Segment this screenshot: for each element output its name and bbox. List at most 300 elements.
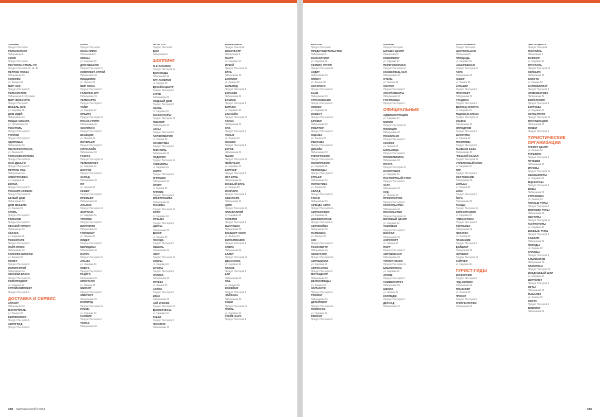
- entry-name: ВИЗОВЫЙ ЦЕНТР: [383, 218, 408, 222]
- entry-name: ТАКСИ: [311, 196, 320, 200]
- directory-entry: [528, 114, 594, 119]
- directory-entry: [8, 198, 74, 203]
- entry-name: ЛИДЕР: [80, 238, 90, 242]
- directory-entry: [311, 72, 377, 77]
- entry-address: ул. Ленина 33: [383, 292, 399, 295]
- entry-name: АПТЕКА: [152, 281, 164, 285]
- entry-name: ФИТНЕС: [224, 105, 237, 109]
- entry-address: Продукт Нестеров 6: [8, 221, 30, 224]
- entry-name: СТРАХОВКА: [527, 194, 544, 198]
- entry-name: ВИНА: [152, 295, 161, 299]
- entry-address: Набережная 34: [527, 192, 545, 195]
- directory-entry: [311, 93, 377, 98]
- directory-entry: [153, 261, 219, 266]
- directory-entry: [225, 316, 291, 321]
- entry-name: БОРЬБА: [455, 182, 467, 186]
- entry-name: ХОСТЕЛ: [383, 84, 395, 88]
- directory-entry: [456, 275, 522, 280]
- entry-name: ПОСУДА: [152, 239, 164, 243]
- entry-name: СУВЕНИРЫ: [152, 162, 168, 166]
- entry-address: ул. Садовая 44: [152, 215, 169, 218]
- entry-address: ул. Садовая 44: [224, 61, 241, 64]
- entry-name: ЗАГС: [383, 183, 391, 187]
- entry-address: ул. Ленина 33: [224, 82, 240, 85]
- entry-name: ГРЕБНОЙ КАНАЛ: [455, 154, 479, 158]
- entry-name: ХРУСТАЛЬ: [527, 63, 543, 67]
- directory-entry: [80, 170, 146, 175]
- entry-name: КОВРЫ: [152, 260, 163, 264]
- entry-name: ЛЕНТА ЦЕНТР: [527, 44, 547, 46]
- entry-name: ТРИУМФ: [80, 217, 92, 221]
- directory-entry: [225, 163, 291, 168]
- entry-address: ул. Ленина 33: [455, 235, 471, 238]
- entry-address: Набережная 34: [455, 75, 473, 78]
- entry-address: Продукт Нестеров 6: [311, 89, 333, 91]
- entry-name: ТРАМПЛИН: [455, 140, 471, 144]
- directory-entry: [153, 51, 219, 56]
- entry-name: МИР ОКОН: [80, 84, 95, 88]
- directory-entry: [456, 93, 522, 98]
- entry-name: ТЕХОСМОТР: [311, 245, 328, 249]
- entry-name: БИЗНЕС ЦЕНТР: [383, 49, 405, 53]
- entry-name: АПАРТАМЕНТЫ: [383, 91, 405, 95]
- directory-entry: [456, 303, 522, 308]
- entry-name: АРХИВ: [383, 274, 393, 278]
- entry-address: ул. Садовая 44: [152, 313, 169, 316]
- entry-address: Продукт Нестеров 6: [527, 102, 550, 105]
- directory-entry: [225, 51, 291, 56]
- directory-entry: [456, 219, 522, 224]
- entry-name: ОРБИТА: [80, 112, 92, 116]
- entry-address: Продукт Нестеров 11: [224, 305, 248, 308]
- entry-address: Продукт Нестеров 11: [224, 68, 248, 71]
- directory-entry: [456, 100, 522, 105]
- entry-name: ОХОТА: [527, 299, 537, 303]
- entry-address: Продукт Нестеров 6: [152, 243, 174, 246]
- entry-name: ВОКЗАЛ: [383, 232, 395, 236]
- entry-address: Продукт Нестеров 11: [80, 158, 103, 161]
- entry-name: ЧАЙХАНА: [224, 294, 239, 298]
- entry-address: Продукт Нестеров 11: [527, 68, 551, 71]
- directory-entry: [528, 252, 594, 257]
- entry-address: Продукт Нестеров 6: [152, 131, 174, 134]
- entry-name: РЕСТАВРАЦИЯ: [527, 119, 548, 123]
- entry-address: Продукт Нестеров 11: [224, 116, 248, 119]
- directory-entry: [225, 93, 291, 98]
- directory-entry: [153, 254, 219, 259]
- entry-name: МУЗЕЙ: [224, 63, 234, 67]
- entry-name: РАМКИ: [527, 126, 537, 130]
- entry-address: ул. Садовая 44: [455, 165, 472, 168]
- directory-entry: [311, 198, 377, 203]
- entry-address: Продукт Нестеров 6: [383, 201, 405, 204]
- entry-name: ПЛАЗА-ГРУПП: [80, 119, 100, 123]
- directory-entry: [456, 289, 522, 294]
- entry-name: ДОМ: [152, 49, 159, 53]
- entry-address: Набережная 34: [455, 151, 473, 154]
- entry-address: Продукт Нестеров 6: [224, 144, 247, 147]
- entry-name: ГОСТИНИЦА: [383, 98, 400, 102]
- directory-entry: [80, 58, 146, 63]
- entry-address: Набережная 34: [311, 200, 328, 203]
- entry-name: НУМИЗМАТИКА: [527, 91, 549, 95]
- entry-name: ТЕКСТИЛЬ: [152, 148, 167, 152]
- entry-address: Набережная 34: [224, 298, 242, 301]
- directory-entry: [311, 58, 377, 63]
- entry-name: ЭЛЕКТРОНИКА: [152, 197, 173, 201]
- entry-name: ЗАПАД: [80, 175, 90, 179]
- entry-address: ул. Садовая 44: [8, 179, 25, 182]
- entry-name: ПАРК: [455, 70, 463, 74]
- directory-entry: [528, 189, 594, 194]
- entry-address: Набережная 34: [383, 257, 400, 260]
- entry-name: ТЕХНИКА: [152, 204, 166, 208]
- entry-name: КРАНЫ: [80, 56, 90, 60]
- entry-address: ул. Садовая 44: [80, 312, 97, 315]
- entry-name: АКВАПАРК: [224, 196, 240, 200]
- entry-address: ул. Садовая 44: [224, 165, 241, 168]
- entry-name: КРИСТАЛЛ: [80, 280, 95, 284]
- directory-entry: [80, 72, 146, 77]
- entry-address: Продукт Нестеров 6: [311, 130, 333, 133]
- entry-address: ул. Садовая 44: [152, 110, 169, 113]
- directory-entry: [528, 217, 594, 222]
- directory-entry: [153, 157, 219, 162]
- entry-address: Продукт Нестеров 6: [383, 229, 405, 232]
- directory-entry: [153, 108, 219, 113]
- entry-address: Продукт Нестеров 6: [224, 221, 247, 224]
- entry-address: Продукт Нестеров 11: [80, 207, 103, 210]
- entry-address: Набережная 34: [8, 116, 25, 119]
- entry-name: АНТИКВАРИАТ: [527, 84, 548, 88]
- entry-address: Набережная 34: [224, 200, 242, 203]
- top-accent-bar: [0, 0, 297, 3]
- entry-address: ул. Ленина 33: [224, 186, 240, 189]
- entry-address: ул. Садовая 44: [383, 61, 400, 64]
- directory-entry: [311, 51, 377, 56]
- entry-name: ПЛОЩАДЬ: [455, 56, 470, 60]
- directory-entry: [225, 170, 291, 175]
- entry-address: ул. Ленина 33: [311, 235, 326, 238]
- directory-entry: [80, 302, 146, 307]
- directory-entry: [456, 261, 522, 266]
- entry-address: Набережная 34: [383, 236, 400, 239]
- directory-entry: [383, 303, 449, 308]
- directory-entry: [311, 309, 377, 314]
- entry-address: Продукт Нестеров 6: [80, 242, 102, 245]
- entry-name: ЗОЛОТО: [527, 77, 539, 81]
- directory-entry: [153, 171, 219, 176]
- entry-address: ул. Садовая 44: [8, 109, 25, 112]
- entry-address: Продукт Нестеров 6: [80, 221, 102, 224]
- entry-name: ТИР: [455, 168, 461, 172]
- directory-entry: [80, 177, 146, 182]
- entry-name: АЛЬФА: [80, 259, 91, 263]
- entry-name: САЛОН: [152, 288, 163, 292]
- directory-entry: [153, 143, 219, 148]
- directory-entry: [153, 73, 219, 78]
- entry-name: КОНФЕРЕНЦ-ЗАЛ: [383, 70, 407, 74]
- directory-entry: [225, 44, 291, 49]
- entry-name: ЕВРОМАРКЕТ: [8, 316, 27, 320]
- directory-entry: [80, 149, 146, 154]
- entry-address: Набережная 34: [8, 306, 25, 309]
- entry-address: Продукт Нестеров 11: [527, 219, 551, 222]
- entry-address: Продукт Нестеров: [383, 47, 403, 50]
- entry-name: БОКС: [455, 189, 464, 193]
- directory-entry: [456, 51, 522, 56]
- directory-entry: [80, 107, 146, 112]
- directory-entry: [528, 86, 594, 91]
- directory-entry: [225, 128, 291, 133]
- entry-address: Продукт Нестеров 6: [527, 282, 550, 285]
- entry-name: ВЕНЕЦИЯ: [80, 133, 94, 137]
- directory-entry: [311, 156, 377, 161]
- entry-address: Набережная 34: [311, 277, 328, 280]
- directory-entry: [225, 268, 291, 273]
- entry-address: Продукт Нестеров 6: [152, 89, 174, 92]
- entry-address: Продукт Нестеров 11: [455, 158, 479, 161]
- entry-name: МОТОЦЕНТР: [311, 273, 328, 277]
- entry-name: ПЕКАРНЯ: [152, 323, 166, 327]
- entry-address: Набережная 34: [80, 249, 97, 252]
- entry-name: ПИЦЦА ЧИНАРА: [8, 119, 30, 123]
- directory-entry: [528, 259, 594, 264]
- entry-name: ЧАЙ И КОФЕ: [152, 302, 170, 306]
- entry-address: ул. Ленина 33: [311, 284, 326, 287]
- entry-address: Продукт Нестеров 6: [455, 242, 477, 245]
- entry-address: Продукт Нестеров 11: [311, 256, 334, 259]
- entry-address: Продукт Нестеров 11: [152, 306, 176, 309]
- directory-entry: [383, 268, 449, 273]
- entry-name: КОНСУЛЬСТВО: [383, 204, 404, 208]
- directory-entry: [383, 93, 449, 98]
- entry-address: ул. Ленина 33: [311, 137, 326, 140]
- entry-address: ул. Ленина 33: [527, 296, 543, 299]
- entry-address: Набережная 34: [224, 75, 242, 78]
- entry-address: Набережная 34: [311, 75, 328, 78]
- entry-address: ул. Ленина 33: [224, 137, 240, 140]
- directory-entry: [153, 164, 219, 169]
- entry-name: КАРТИНЫ: [527, 105, 542, 109]
- entry-name: ЭКСПРЕСС: [80, 126, 95, 130]
- directory-entry: [456, 79, 522, 84]
- entry-name: БОУЛИНГ: [224, 77, 238, 81]
- directory-entry: [153, 303, 219, 308]
- entry-name: ТАЙМ: [80, 105, 88, 109]
- entry-address: ул. Садовая 44: [383, 117, 400, 120]
- entry-address: Набережная 6: [311, 54, 327, 57]
- directory-entry: [225, 205, 291, 210]
- entry-name: ТЕАТР: [224, 56, 234, 60]
- entry-address: Продукт Нестеров 11: [224, 256, 248, 259]
- directory-entry: [8, 240, 74, 245]
- directory-entry: [8, 107, 74, 112]
- entry-name: ДИЗАЙН ЦЕНТР: [152, 85, 174, 89]
- entry-address: ул. Садовая 44: [152, 166, 169, 169]
- entry-name: ЧАСЫ: [152, 127, 161, 131]
- entry-address: Набережная 34: [80, 200, 97, 203]
- entry-name: ВИННЫЕ ТУРЫ: [527, 229, 549, 233]
- directory-entry: [528, 72, 594, 77]
- directory-entry: [80, 65, 146, 70]
- directory-entry: [383, 157, 449, 162]
- directory-entry: [225, 295, 291, 300]
- entry-name: ТАНЦЫ: [455, 203, 466, 207]
- entry-address: Продукт Нестеров 6: [8, 291, 30, 294]
- entry-address: Продукт Нестеров 11: [455, 256, 479, 259]
- entry-address: Набережная 34: [224, 123, 242, 126]
- directory-entry: [225, 121, 291, 126]
- directory-entry: [153, 310, 219, 315]
- directory-entry: [456, 72, 522, 77]
- directory-entry: [153, 268, 219, 273]
- entry-name: ОКНА: [80, 44, 88, 46]
- entry-address: Продукт Нестеров 6: [80, 102, 102, 105]
- entry-address: Набережная 34: [80, 151, 97, 154]
- entry-address: Набережная 6: [80, 54, 96, 57]
- entry-name: САФАРИ: [527, 236, 540, 240]
- entry-name: ОТЕЛЬ: [383, 77, 393, 81]
- entry-address: Продукт Нестеров 6: [383, 89, 405, 91]
- entry-address: ул. Садовая 44: [455, 61, 472, 64]
- entry-name: МОДНЫЙ ДОМ: [152, 99, 173, 103]
- entry-address: Набережная 34: [527, 95, 545, 98]
- directory-entry: [528, 147, 594, 152]
- entry-address: Набережная 34: [527, 164, 545, 167]
- column-2: [383, 44, 449, 403]
- entry-address: Набережная 34: [311, 179, 328, 182]
- entry-address: ул. Садовая 44: [527, 109, 544, 112]
- entry-address: Продукт Нестеров 6: [8, 242, 30, 245]
- directory-entry: [153, 282, 219, 287]
- entry-name: ШИНОМОНТАЖ: [311, 217, 332, 221]
- directory-entry: [456, 135, 522, 140]
- entry-name: САПФИР: [80, 315, 92, 319]
- directory-entry: [225, 107, 291, 112]
- entry-address: ул. Ленина 33: [80, 82, 96, 85]
- right-page: [303, 0, 600, 417]
- directory-entry: [8, 170, 74, 175]
- directory-entry: [80, 247, 146, 252]
- directory-entry: [225, 114, 291, 119]
- entry-address: Набережная 34: [8, 75, 25, 78]
- entry-name: МИР ЧАЯ: [8, 84, 21, 88]
- directory-entry: [80, 156, 146, 161]
- entry-address: ул. Садовая 44: [455, 109, 472, 112]
- entry-name: ОАО ДЕНЬГИ: [8, 161, 26, 165]
- entry-name: СЕВЕР: [80, 189, 90, 193]
- directory-entry: [80, 309, 146, 314]
- entry-name: РАДУГА: [80, 273, 91, 277]
- directory-entry: [456, 65, 522, 70]
- entry-address: Продукт Нестеров 6: [8, 165, 30, 168]
- entry-address: ул. Ленина 33: [383, 145, 399, 148]
- entry-address: Продукт Нестеров 11: [152, 257, 176, 260]
- entry-address: Продукт Нестеров: [8, 102, 28, 105]
- left-page: [0, 0, 297, 417]
- directory-entry: [456, 212, 522, 217]
- entry-name: ГОЛЬФ: [224, 133, 235, 137]
- directory-entry: [80, 323, 146, 328]
- entry-address: Продукт Нестеров 6: [311, 221, 333, 224]
- directory-entry: [80, 184, 146, 189]
- entry-name: МАГИСТРАЛЬ: [8, 309, 27, 313]
- entry-name: АЭРОБИКА: [455, 224, 471, 228]
- entry-name: ЛЕСНОЙ ТУРИСТ: [8, 224, 31, 228]
- entry-address: Набережная 34: [152, 278, 170, 281]
- entry-name: КОЛЛЕДЖ: [383, 295, 397, 299]
- entry-address: Набережная 34: [152, 201, 170, 204]
- entry-name: АВТОСЕРВИС: [311, 210, 330, 214]
- directory-entry: [528, 196, 594, 201]
- entry-name: ДОМ МЕБЕЛИ: [80, 63, 99, 67]
- entry-name: АВТОСАЛОН: [311, 266, 329, 270]
- entry-name: СКЛАД: [311, 189, 321, 193]
- entry-address: Набережная 34: [152, 124, 170, 127]
- entry-address: Продукт Нестеров 11: [8, 277, 31, 280]
- entry-name: ТЕКСТИЛЬ: [527, 49, 542, 53]
- directory-entry: [528, 210, 594, 215]
- entry-address: ул. Ленина 33: [383, 82, 399, 85]
- entry-address: Набережная 34: [80, 95, 97, 98]
- directory-entry: [80, 86, 146, 91]
- entry-name: ТУРИСТ ИНФО: [383, 260, 403, 264]
- entry-address: Продукт Нестеров 6: [8, 214, 30, 217]
- directory-entry: [383, 254, 449, 259]
- entry-name: КУРЬЕР: [311, 175, 322, 179]
- directory-entry: [383, 185, 449, 190]
- entry-address: ул. Садовая 44: [311, 312, 328, 315]
- directory-entry: [528, 266, 594, 271]
- entry-name: ТЕЛЕКОНТАКТ: [8, 49, 28, 53]
- entry-address: Набережная 34: [311, 228, 328, 231]
- entry-address: Продукт Нестеров 11: [152, 208, 176, 211]
- entry-name: МЭРИЯ: [383, 120, 393, 124]
- entry-address: Продукт Нестеров 11: [80, 256, 103, 259]
- entry-address: Набережная 34: [311, 151, 328, 154]
- entry-address: ул. Садовая 44: [8, 235, 25, 238]
- entry-address: ул. Ленина 33: [152, 236, 168, 239]
- directory-entry: [528, 154, 594, 159]
- entry-name: ПАРКОВКА: [311, 231, 326, 235]
- entry-name: ПАСПОРТНЫЙ СТОЛ: [383, 176, 411, 180]
- entry-address: ул. Ленина 33: [455, 292, 471, 295]
- directory-entry: [8, 177, 74, 182]
- entry-address: ул. Ленина 33: [8, 151, 23, 154]
- directory-entry: [528, 93, 594, 98]
- directory-entry: [8, 254, 74, 259]
- directory-entry: [8, 303, 74, 308]
- entry-name: ПРОКУРАТУРА: [383, 197, 403, 201]
- directory-entry: [456, 254, 522, 259]
- entry-address: Набережная 34: [224, 277, 242, 280]
- directory-entry: [8, 44, 74, 49]
- entry-name: КОННЫЙ КЛУБ: [224, 182, 245, 186]
- directory-entry: [225, 86, 291, 91]
- directory-entry: [383, 261, 449, 266]
- entry-name: АЛЬЯНС: [80, 203, 92, 207]
- directory-entry: [456, 226, 522, 231]
- directory-entry: [225, 100, 291, 105]
- entry-address: Продукт Нестеров 6: [455, 193, 477, 196]
- entry-address: Продукт Нестеров 6: [311, 172, 333, 175]
- entry-name: КОСМЕТИКА: [152, 141, 170, 145]
- entry-name: ПОЖАРНАЯ: [383, 134, 400, 138]
- entry-name: КЛУБ: [224, 70, 232, 74]
- directory-entry: [383, 51, 449, 56]
- entry-address: Набережная 34: [527, 289, 545, 292]
